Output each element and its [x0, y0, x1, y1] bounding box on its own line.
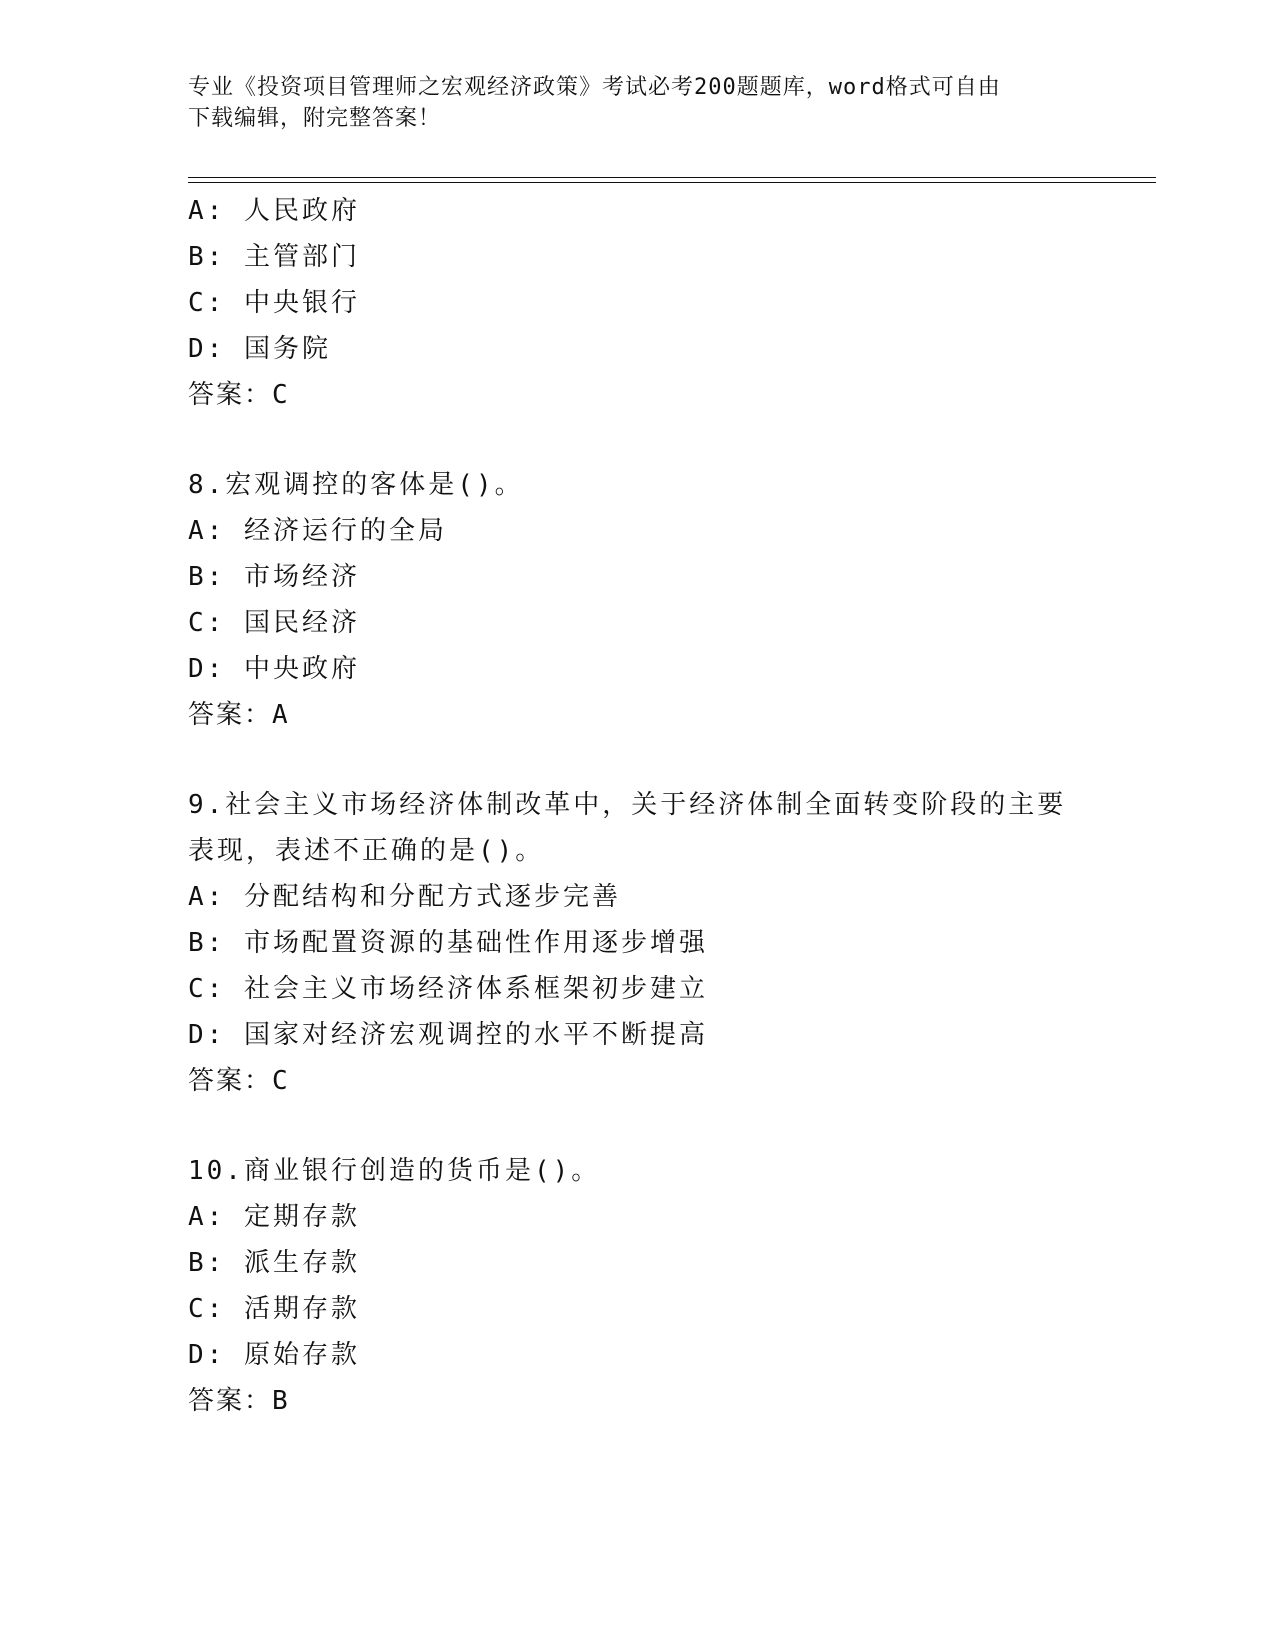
- question-text: 8.宏观调控的客体是()。: [188, 470, 524, 500]
- question-block-7: [188, 188, 1088, 418]
- option-a: A: 定期存款: [188, 1202, 360, 1232]
- option-a: A: 人民政府: [188, 196, 360, 226]
- option-a: A: 经济运行的全局: [188, 516, 447, 546]
- header-line-1: 专业《投资项目管理师之宏观经济政策》考试必考200题题库，word格式可自由: [188, 75, 1001, 100]
- option-d: D: 国家对经济宏观调控的水平不断提高: [188, 1020, 708, 1050]
- option-d: D: 中央政府: [188, 654, 360, 684]
- answer-label: 答案：: [188, 380, 273, 410]
- answer-label: 答案：: [188, 1066, 273, 1096]
- option-a: A: 分配结构和分配方式逐步完善: [188, 882, 621, 912]
- question-list: [188, 188, 1088, 1424]
- header-rule-bottom: [188, 182, 1156, 183]
- answer-value: A: [272, 700, 291, 730]
- option-d: D: 国务院: [188, 334, 331, 364]
- option-b: B: 市场经济: [188, 562, 360, 592]
- answer-line: [188, 692, 1088, 738]
- question-text-line-2: 表现，表述不正确的是()。: [188, 836, 545, 866]
- option-b: B: 派生存款: [188, 1248, 360, 1278]
- option-c: C: 社会主义市场经济体系框架初步建立: [188, 974, 708, 1004]
- question-text-line-1: 9.社会主义市场经济体制改革中，关于经济体制全面转变阶段的主要: [188, 790, 1067, 820]
- question-block-9: [188, 782, 1088, 1104]
- header-line-2: 下载编辑，附完整答案！: [188, 106, 442, 131]
- answer-line: [188, 1378, 1088, 1424]
- header-rule-top: [188, 177, 1156, 178]
- question-block-8: [188, 462, 1088, 738]
- option-c: C: 中央银行: [188, 288, 360, 318]
- option-b: B: 主管部门: [188, 242, 360, 272]
- answer-label: 答案：: [188, 700, 273, 730]
- answer-label: 答案：: [188, 1386, 273, 1416]
- option-b: B: 市场配置资源的基础性作用逐步增强: [188, 928, 708, 958]
- answer-value: B: [272, 1386, 291, 1416]
- answer-line: [188, 1058, 1088, 1104]
- question-text: 10.商业银行创造的货币是()。: [188, 1156, 601, 1186]
- question-block-10: [188, 1148, 1088, 1424]
- answer-line: [188, 372, 1088, 418]
- answer-value: C: [272, 380, 291, 410]
- option-c: C: 活期存款: [188, 1294, 360, 1324]
- answer-value: C: [272, 1066, 291, 1096]
- document-header: [188, 72, 1088, 134]
- option-d: D: 原始存款: [188, 1340, 360, 1370]
- option-c: C: 国民经济: [188, 608, 360, 638]
